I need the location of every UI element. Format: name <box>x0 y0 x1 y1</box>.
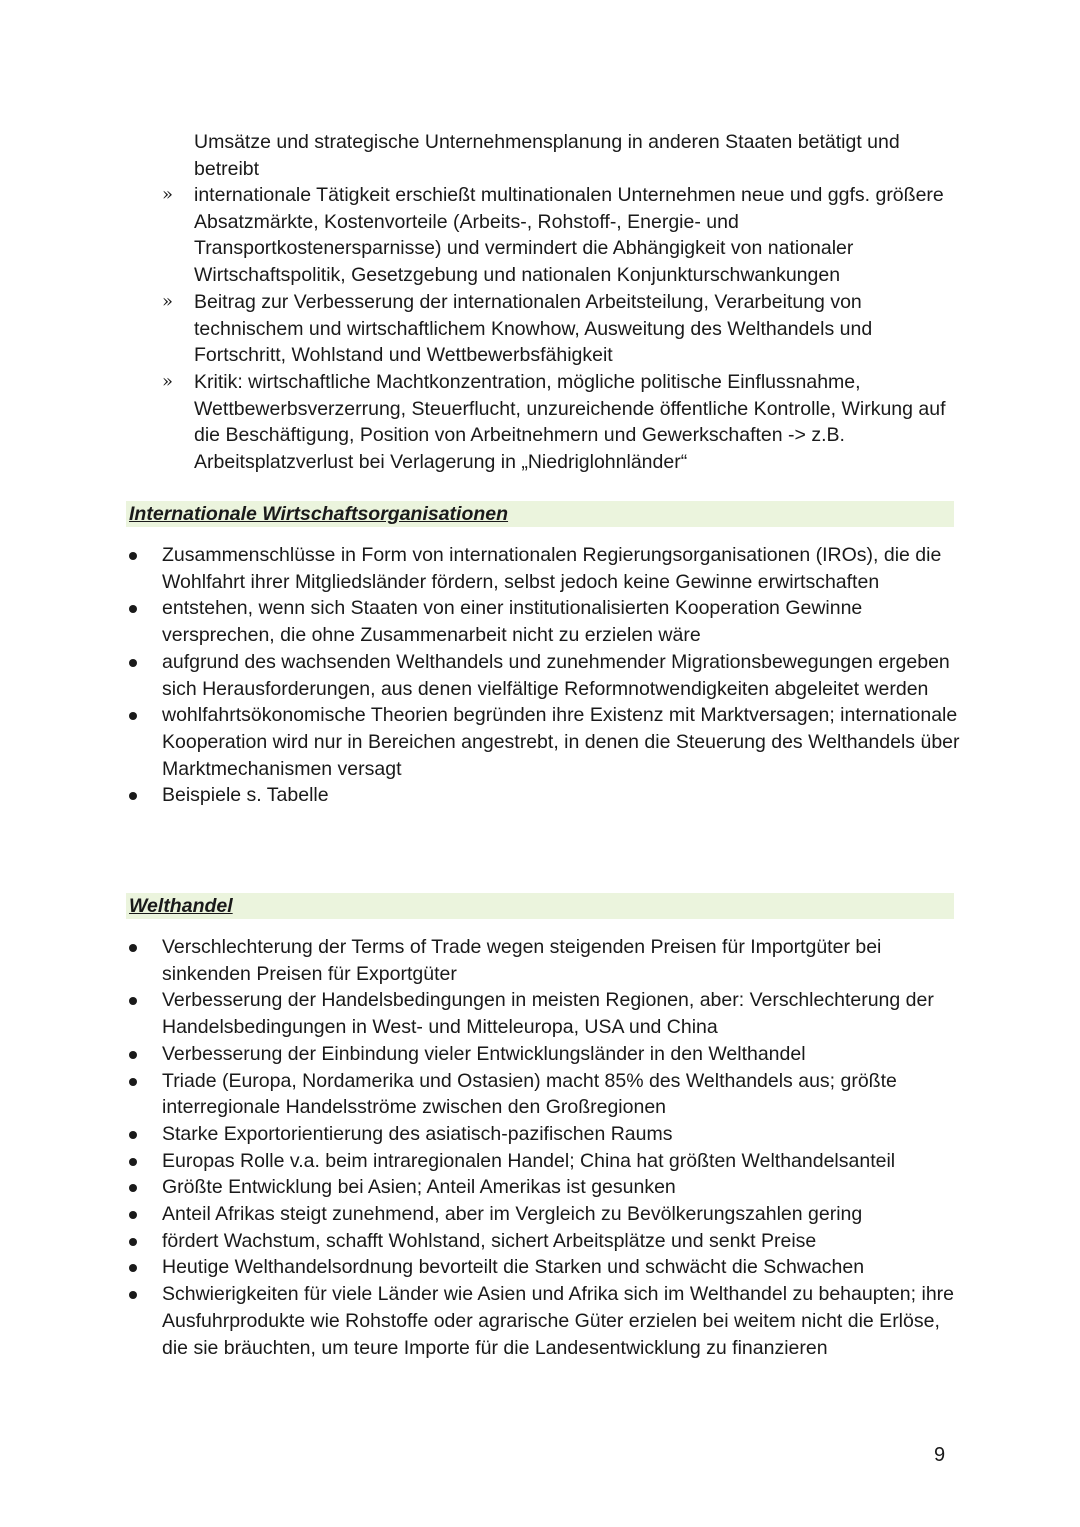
list-item-text: Verbesserung der Handelsbedingungen in meisten Regionen, aber: Verschlechterung der Handelsbedingungen in West- und Mitteleuropa, USA und China <box>162 989 934 1039</box>
list-item-text: Heutige Welthandelsordnung bevorteilt die Starken und schwächt die Schwachen <box>162 1256 865 1279</box>
list-item-text: entstehen, wenn sich Staaten von einer institutionalisierten Kooperation Gewinne versprechen, die ohne Zusammenarbeit nicht zu erzielen wäre <box>162 597 863 647</box>
list-item <box>126 1254 964 1281</box>
list-item <box>126 1228 964 1255</box>
chevron-marker-icon: » <box>162 184 174 205</box>
list-item <box>126 1148 964 1175</box>
sub-point-list <box>160 182 964 476</box>
list-item-text: Beispiele s. Tabelle <box>162 784 329 807</box>
bullet-icon <box>129 1291 137 1299</box>
list-item <box>126 934 964 987</box>
bullet-icon <box>129 659 137 667</box>
list-item <box>126 702 964 782</box>
bullet-icon <box>129 997 137 1005</box>
sub-point-item <box>160 289 964 369</box>
bullet-icon <box>129 552 137 560</box>
bullet-icon <box>129 1264 137 1272</box>
bullet-icon <box>129 1211 137 1219</box>
list-item-text: Triade (Europa, Nordamerika und Ostasien) macht 85% des Welthandels aus; größte interregionale Handelsströme zwischen den Großregionen <box>162 1069 897 1119</box>
list-item <box>126 987 964 1040</box>
bullet-icon <box>129 944 137 952</box>
list-item <box>126 542 964 595</box>
list-item-text: wohlfahrtsökonomische Theorien begründen ihre Existenz mit Marktversagen; internationale Kooperation wird nur in Bereichen angestrebt, in denen die Steuerung des Welthandels über Marktmechanismen versagt <box>162 704 960 780</box>
bullet-list <box>126 934 964 1361</box>
sub-point-item <box>160 369 964 476</box>
bullet-icon <box>129 1158 137 1166</box>
section-heading-bar <box>126 893 954 919</box>
page-number: 9 <box>934 1444 946 1466</box>
list-item-text: Europas Rolle v.a. beim intraregionalen Handel; China hat größten Welthandelsanteil <box>162 1149 896 1172</box>
bullet-icon <box>129 1051 137 1059</box>
sub-point-text: internationale Tätigkeit erschießt multinationalen Unternehmen neue und ggfs. größere Absatzmärkte, Kostenvorteile (Arbeits-, Rohstoff-, Energie- und Transportkostenersparnisse) und vermindert die Abhängigkeit von nationaler Wirtschaftspolitik, Gesetzgebung und nationalen Konjunkturschwankungen <box>194 184 944 287</box>
list-item-text: Starke Exportorientierung des asiatisch-pazifischen Raums <box>162 1122 673 1145</box>
section-heading: Internationale Wirtschaftsorganisationen <box>129 503 509 525</box>
sub-point-item <box>160 182 964 289</box>
list-item <box>126 1281 964 1361</box>
bullet-icon <box>129 792 137 800</box>
bullet-icon <box>129 605 137 613</box>
list-item-text: fördert Wachstum, schafft Wohlstand, sichert Arbeitsplätze und senkt Preise <box>162 1229 817 1252</box>
chevron-marker-icon: » <box>162 290 174 312</box>
section-heading: Welthandel <box>129 895 233 917</box>
list-item-text: Verbesserung der Einbindung vieler Entwicklungsländer in den Welthandel <box>162 1042 806 1065</box>
list-item <box>126 782 964 809</box>
intro-continuation: Umsätze und strategische Unternehmensplanung in anderen Staaten betätigt und betreibt <box>194 131 900 180</box>
sub-point-text: Beitrag zur Verbesserung der internationalen Arbeitsteilung, Verarbeitung von technischem und wirtschaftlichem Knowhow, Ausweitung des Welthandels und Fortschritt, Wohlstand und Wettbewerbsfähigkeit <box>194 290 873 367</box>
list-item <box>126 1068 964 1121</box>
list-item-text: Schwierigkeiten für viele Länder wie Asien und Afrika sich im Welthandel zu behaupten; ihre Ausfuhrprodukte wie Rohstoffe oder agrarische Güter erzielen bei weitem nicht die Erlöse, die sie bräuchten, um teure Importe für die Landesentwicklung zu finanzieren <box>162 1283 955 1359</box>
bullet-icon <box>129 1131 137 1139</box>
chevron-marker-icon: » <box>162 370 174 392</box>
list-item-text: Zusammenschlüsse in Form von internationalen Regierungsorganisationen (IROs), die die Wohlfahrt ihrer Mitgliedsländer fördern, selbst jedoch keine Gewinne erwirtschaften <box>162 544 942 593</box>
list-item <box>126 1041 964 1068</box>
list-item-text: Verschlechterung der Terms of Trade wegen steigenden Preisen für Importgüter bei sinkenden Preisen für Exportgüter <box>162 936 882 985</box>
list-item <box>126 595 964 648</box>
section-heading-bar <box>126 501 954 527</box>
list-item-text: aufgrund des wachsenden Welthandels und zunehmender Migrationsbewegungen ergeben sich Herausforderungen, aus denen vielfältige Reformnotwendigkeiten abgeleitet werden <box>162 650 950 700</box>
list-item <box>126 1121 964 1148</box>
bullet-list <box>126 542 964 809</box>
bullet-icon <box>129 712 137 720</box>
bullet-icon <box>129 1184 137 1192</box>
list-item <box>126 649 964 702</box>
list-item <box>126 1201 964 1228</box>
list-item-text: Größte Entwicklung bei Asien; Anteil Amerikas ist gesunken <box>162 1176 676 1199</box>
bullet-icon <box>129 1238 137 1246</box>
list-item-text: Anteil Afrikas steigt zunehmend, aber im Vergleich zu Bevölkerungszahlen gering <box>162 1203 863 1226</box>
list-item <box>126 1174 964 1201</box>
sub-point-text: Kritik: wirtschaftliche Machtkonzentration, mögliche politische Einflussnahme, Wettbewerbsverzerrung, Steuerflucht, unzureichende öffentliche Kontrolle, Wirkung auf die Beschäftigung, Position von Arbeitnehmern und Gewerkschaften -> z.B. Arbeitsplatzverlust bei Verlagerung in „Niedriglohnländer“ <box>194 370 946 474</box>
bullet-icon <box>129 1078 137 1086</box>
